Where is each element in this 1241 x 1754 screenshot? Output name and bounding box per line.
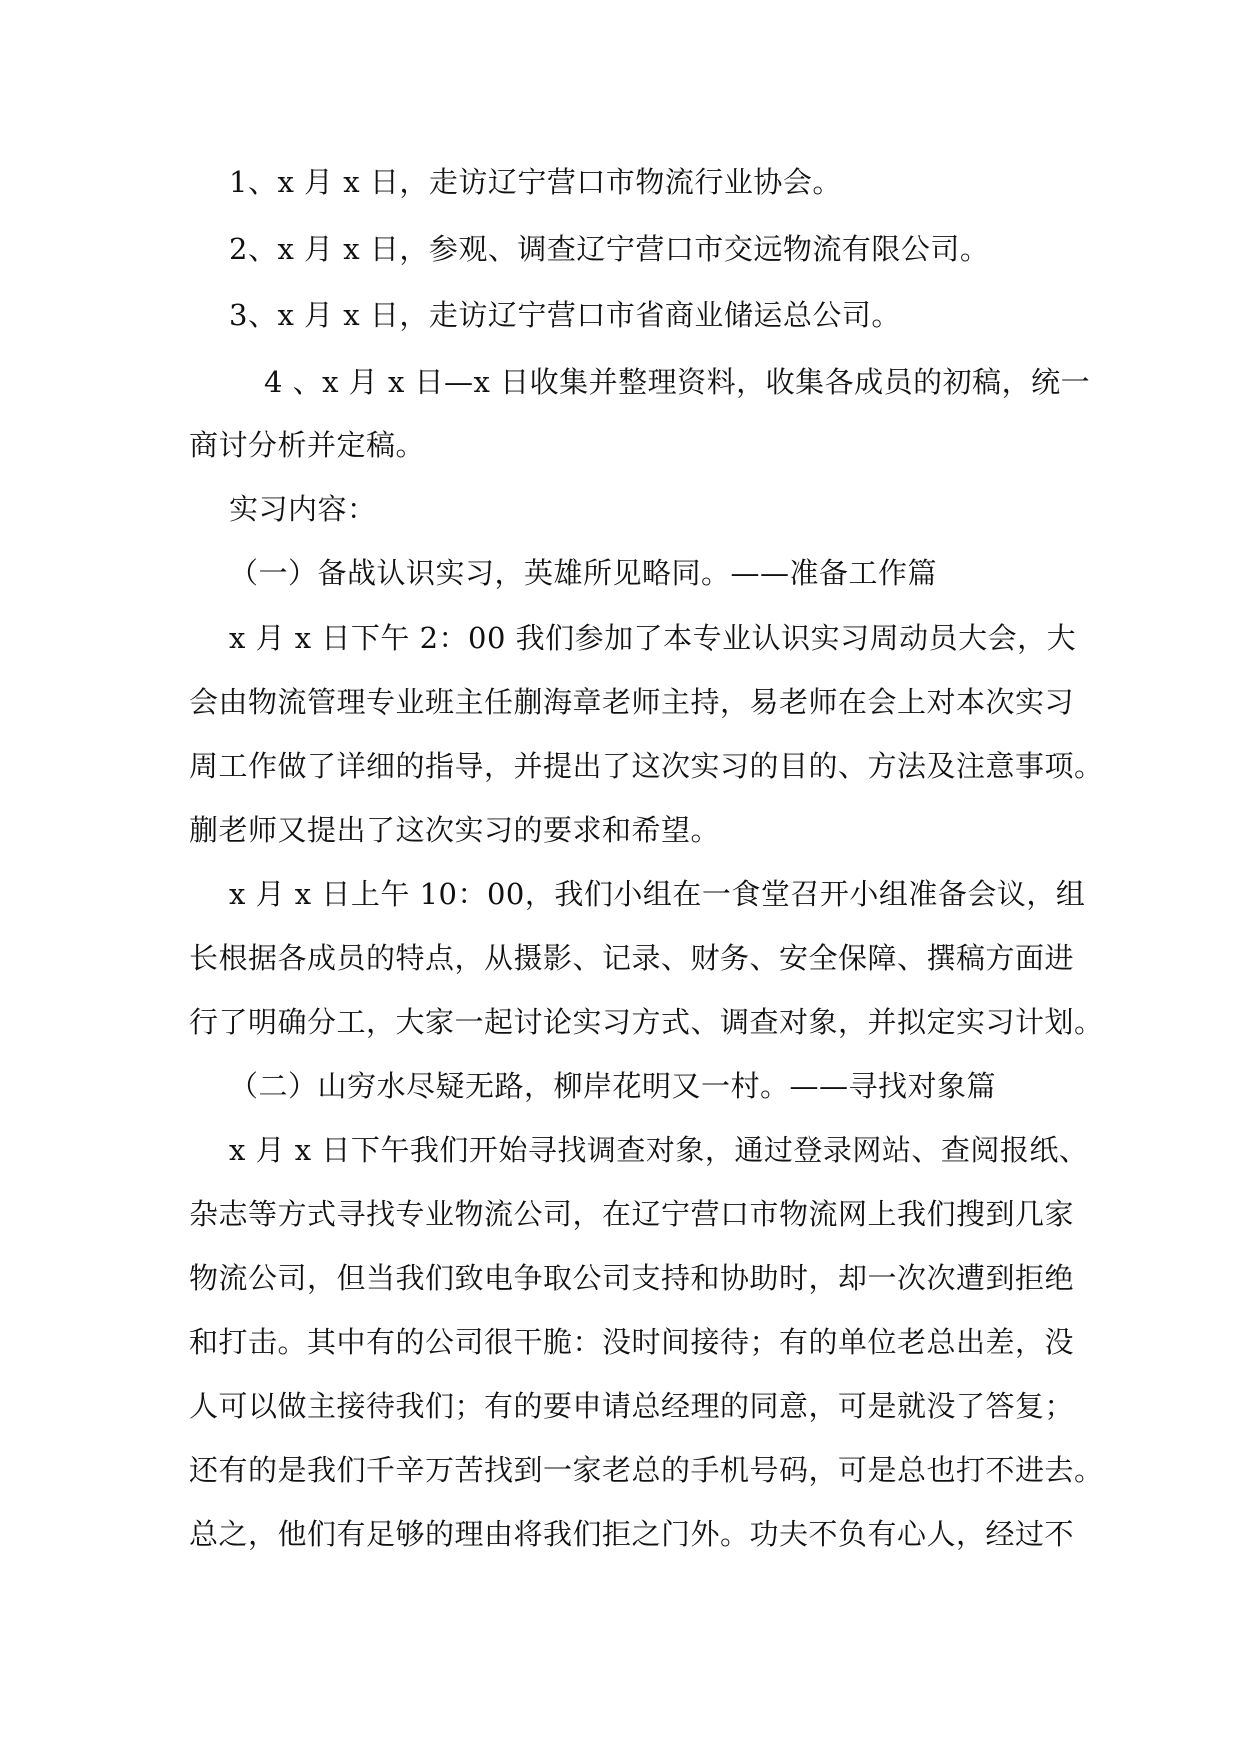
text-line-5: 商讨分析并定稿。 bbox=[189, 428, 426, 462]
text-line-16: x 月 x 日下午我们开始寻找调查对象，通过登录网站、查阅报纸、 bbox=[229, 1133, 1089, 1167]
text-line-14: 行了明确分工，大家一起讨论实习方式、调查对象，并拟定实习计划。 bbox=[189, 1005, 1104, 1039]
text-line-8: x 月 x 日下午 2：00 我们参加了本专业认识实习周动员大会，大 bbox=[229, 621, 1077, 655]
text-line-22: 总之，他们有足够的理由将我们拒之门外。功夫不负有心人，经过不 bbox=[189, 1517, 1075, 1551]
subsection-heading-2: （二）山穷水尽疑无路，柳岸花明又一村。——寻找对象篇 bbox=[229, 1069, 997, 1103]
text-line-1: 1、x 月 x 日，走访辽宁营口市物流行业协会。 bbox=[229, 165, 842, 199]
text-line-9: 会由物流管理专业班主任蒯海章老师主持，易老师在会上对本次实习 bbox=[189, 685, 1075, 719]
text-line-4: 4 、x 月 x 日—x 日收集并整理资料，收集各成员的初稿，统一 bbox=[264, 365, 1091, 399]
text-line-10: 周工作做了详细的指导，并提出了这次实习的目的、方法及注意事项。 bbox=[189, 749, 1104, 783]
text-line-13: 长根据各成员的特点，从摄影、记录、财务、安全保障、撰稿方面进 bbox=[189, 941, 1075, 975]
text-line-18: 物流公司，但当我们致电争取公司支持和协助时，却一次次遭到拒绝 bbox=[189, 1261, 1075, 1295]
text-line-2: 2、x 月 x 日，参观、调查辽宁营口市交远物流有限公司。 bbox=[229, 232, 990, 266]
text-line-11: 蒯老师又提出了这次实习的要求和希望。 bbox=[189, 813, 721, 847]
text-line-17: 杂志等方式寻找专业物流公司，在辽宁营口市物流网上我们搜到几家 bbox=[189, 1197, 1075, 1231]
text-line-12: x 月 x 日上午 10：00，我们小组在一食堂召开小组准备会议，组 bbox=[229, 877, 1086, 911]
subsection-heading-1: （一）备战认识实习，英雄所见略同。——准备工作篇 bbox=[229, 556, 938, 590]
text-line-19: 和打击。其中有的公司很干脆：没时间接待；有的单位老总出差，没 bbox=[189, 1325, 1075, 1359]
text-line-3: 3、x 月 x 日，走访辽宁营口市省商业储运总公司。 bbox=[229, 298, 901, 332]
text-line-21: 还有的是我们千辛万苦找到一家老总的手机号码，可是总也打不进去。 bbox=[189, 1453, 1104, 1487]
section-heading: 实习内容： bbox=[229, 492, 377, 526]
text-line-20: 人可以做主接待我们；有的要申请总经理的同意，可是就没了答复； bbox=[189, 1389, 1075, 1423]
